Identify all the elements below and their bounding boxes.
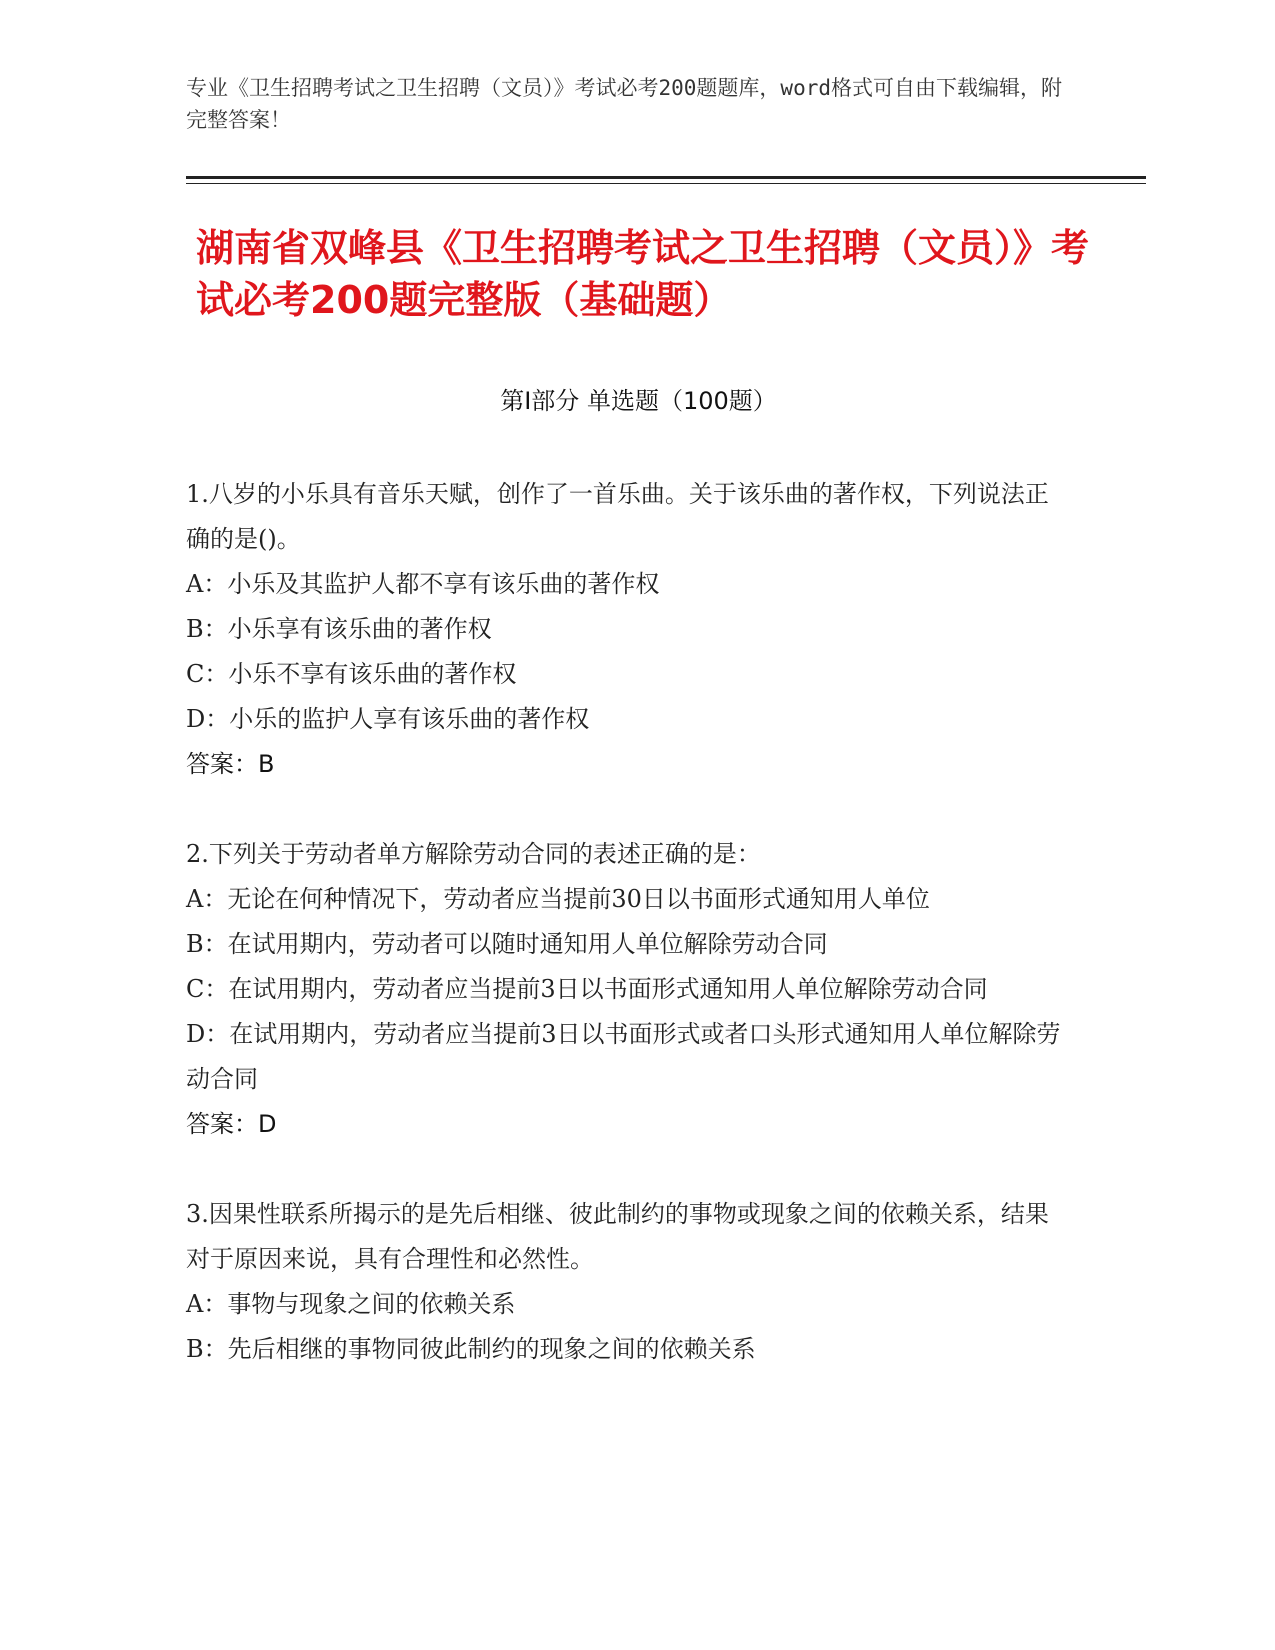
- option-b: B：先后相继的事物同彼此制约的现象之间的依赖关系: [186, 1335, 756, 1363]
- document-title: 湖南省双峰县《卫生招聘考试之卫生招聘（文员）》考试必考200题完整版（基础题）: [196, 226, 1090, 322]
- question-list: [186, 472, 1066, 1417]
- question-text: 1.八岁的小乐具有音乐天赋，创作了一首乐曲。关于该乐曲的著作权，下列说法正确的是()。: [186, 480, 1049, 553]
- option-a: A：小乐及其监护人都不享有该乐曲的著作权: [186, 570, 660, 598]
- question-3: [186, 1192, 1066, 1372]
- question-2: [186, 832, 1066, 1147]
- option-a: A：事物与现象之间的依赖关系: [186, 1290, 516, 1318]
- option-c: C：在试用期内，劳动者应当提前3日以书面形式通知用人单位解除劳动合同: [186, 975, 988, 1003]
- question-1: [186, 472, 1066, 787]
- section-title: 第Ⅰ部分 单选题（100题）: [500, 387, 777, 415]
- option-b: B：在试用期内，劳动者可以随时通知用人单位解除劳动合同: [186, 930, 828, 958]
- header-note: 专业《卫生招聘考试之卫生招聘（文员）》考试必考200题题库，word格式可自由下载编辑，附完整答案！: [186, 76, 1062, 132]
- answer: 答案：B: [186, 750, 275, 778]
- option-b: B：小乐享有该乐曲的著作权: [186, 615, 492, 643]
- question-text: 2.下列关于劳动者单方解除劳动合同的表述正确的是：: [186, 840, 761, 868]
- option-d: D：在试用期内，劳动者应当提前3日以书面形式或者口头形式通知用人单位解除劳动合同: [186, 1020, 1061, 1093]
- answer: 答案：D: [186, 1110, 277, 1138]
- question-text: 3.因果性联系所揭示的是先后相继、彼此制约的事物或现象之间的依赖关系，结果对于原因来说，具有合理性和必然性。: [186, 1200, 1049, 1273]
- option-d: D：小乐的监护人享有该乐曲的著作权: [186, 705, 590, 733]
- header-divider-thin: [186, 183, 1146, 184]
- option-c: C：小乐不享有该乐曲的著作权: [186, 660, 517, 688]
- header-divider-thick: [186, 176, 1146, 179]
- option-a: A：无论在何种情况下，劳动者应当提前30日以书面形式通知用人单位: [186, 885, 930, 913]
